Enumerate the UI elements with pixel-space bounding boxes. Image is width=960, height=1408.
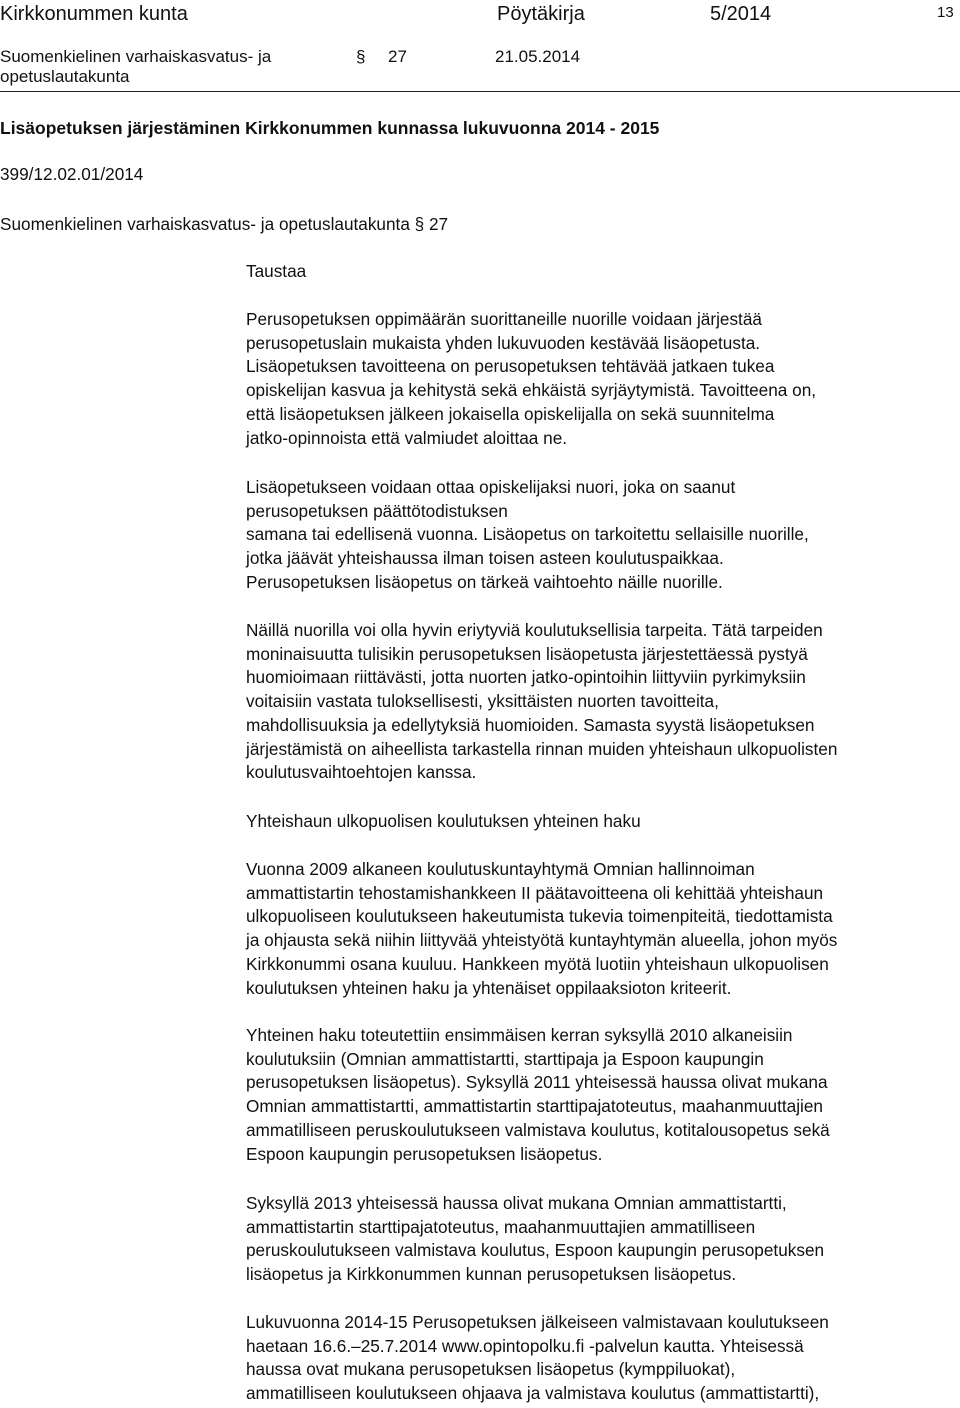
meeting-date: 21.05.2014 (495, 47, 581, 66)
paragraph-needs: Näillä nuorilla voi olla hyvin eriytyviä koulutuksellisia tarpeita. Tätä tarpeiden moninaisuutta tulisikin perusopetuksen lisäopetusta järjestettäessä pystyä huomioimaan riittävästi, jotta nuorten jatko-opintoihin liittyviin pyrkimyksiin voitaisiin vastata tuloksellisesti, yksittäisten nuorten tavoitteita, mahdollisuuksia ja edellytyksiä huomioiden. Samasta syystä lisäopetuksen järjestämistä on aiheellista tarkastella rinnan muiden yhteishaun ulkopuolisten koulutusvaihtoehtojen kanssa. (246, 620, 838, 783)
paragraph-background: Perusopetuksen oppimäärän suorittaneille nuorille voidaan järjestää perusopetuslain mukaista yhden lukuvuoden kestävää lisäopetusta. Lisäopetuksen tavoitteena on perusopetuksen tehtävää jatkaen tukea opiskelijan kasvua ja kehitystä sekä ehkäistä syrjäytymistä. Tavoitteena on, että lisäopetuksen jälkeen jokaisella opiskelijalla on sekä suunnitelma jatko-opinnoista että valmiudet aloittaa ne. (246, 309, 817, 448)
doc-number: 5/2014 (710, 3, 772, 25)
board-reference: Suomenkielinen varhaiskasvatus- ja opetuslautakunta § 27 (0, 214, 449, 234)
doc-type: Pöytäkirja (497, 3, 585, 25)
header-divider (0, 91, 960, 92)
board-name-line2: opetuslautakunta (0, 67, 130, 86)
page-title: Lisäopetuksen järjestäminen Kirkkonummen kunnassa lukuvuonna 2014 - 2015 (0, 118, 660, 138)
heading-taustaa: Taustaa (246, 261, 307, 281)
paragraph-2014-15: Lukuvuonna 2014-15 Perusopetuksen jälkeiseen valmistavaan koulutukseen haetaan 16.6.–25.7.2014 www.opintopolku.fi -palvelun kautta. Yhteisessä haussa ovat mukana perusopetuksen lisäopetus (kymppiluokat), ammatilliseen koulutukseen ohjaava ja valmistava koulutus (ammattistartti), (246, 1312, 829, 1404)
board-name-line1: Suomenkielinen varhaiskasvatus- ja (0, 47, 272, 66)
paragraph-first-application: Yhteinen haku toteutettiin ensimmäisen kerran syksyllä 2010 alkaneisiin koulutuksiin (Omnian ammattistartti, starttipaja ja Espoon kaupungin perusopetuksen lisäopetus). Syksyllä 2011 yhteisessä haussa olivat mukana Omnian ammattistartti, ammattistartin starttipajatoteutus, maahanmuuttajien ammatilliseen peruskoulutukseen valmistava koulutus, kotitalousopetus sekä Espoon kaupungin perusopetuksen lisäopetus. (246, 1025, 830, 1164)
page-number: 13 (937, 4, 954, 21)
paragraph-project-2009: Vuonna 2009 alkaneen koulutuskuntayhtymä Omnian hallinnoiman ammattistartin tehostamishankkeen II päätavoitteena oli kehittää yhteishaun ulkopuoliseen koulutukseen hakeutumista tukevia toimenpiteitä, tiedottamista ja ohjausta sekä niihin liittyvää yhteistyötä kuntayhtymän alueella, johon myös Kirkkonummi osana kuuluu. Hankkeen myötä luotiin yhteishaun ulkopuolisen koulutuksen yhteinen haku ja yhtenäiset oppilaaksioton kriteerit. (246, 859, 838, 998)
paragraph-autumn-2013: Syksyllä 2013 yhteisessä haussa olivat mukana Omnian ammattistartti, ammattistartin starttipajatoteutus, maahanmuuttajien ammatilliseen peruskoulutukseen valmistava koulutus, Espoon kaupungin perusopetuksen lisäopetus ja Kirkkonummen kunnan perusopetuksen lisäopetus. (246, 1193, 825, 1285)
section-mark: § (356, 47, 366, 66)
heading-joint-application: Yhteishaun ulkopuolisen koulutuksen yhteinen haku (246, 811, 641, 831)
record-id: 399/12.02.01/2014 (0, 164, 144, 184)
paragraph-eligibility: Lisäopetukseen voidaan ottaa opiskelijaksi nuori, joka on saanut perusopetuksen päättötodistuksen samana tai edellisenä vuonna. Lisäopetus on tarkoitettu sellaisille nuorille, jotka jäävät yhteishaussa ilman toisen asteen koulutuspaikkaa. Perusopetuksen lisäopetus on tärkeä vaihtoehto näille nuorille. (246, 477, 809, 592)
org-name: Kirkkonummen kunta (0, 3, 188, 25)
section-number: 27 (388, 47, 407, 66)
